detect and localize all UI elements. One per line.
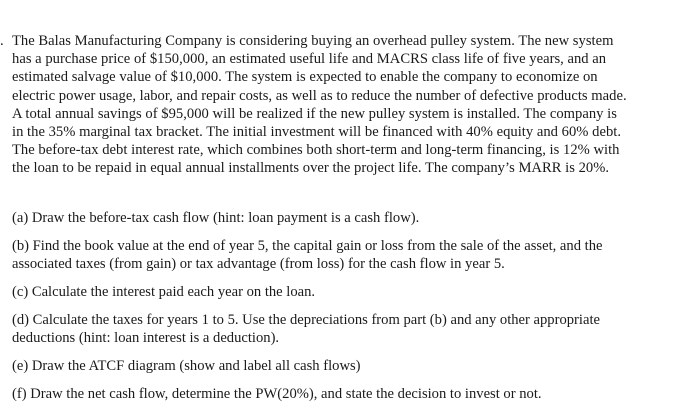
part-c: (c) Calculate the interest paid each year on the loan. (12, 284, 316, 300)
part-b: (b) Find the book value at the end of year 5, the capital gain or loss from the sale of the asset, and the associated taxes (from gain) or tax advantage (from loss) for the cash flow in year 5. (12, 238, 603, 273)
part-d: (d) Calculate the taxes for years 1 to 5. Use the depreciations from part (b) and any other appropriate deductions (hint: loan interest is a deduction). (12, 312, 600, 347)
part-a: (a) Draw the before-tax cash flow (hint: loan payment is a cash flow). (12, 210, 420, 226)
part-e: (e) Draw the ATCF diagram (show and label all cash flows) (12, 358, 361, 374)
problem-number-marker: . (0, 33, 4, 49)
problem-statement (0, 32, 630, 178)
part-f: (f) Draw the net cash flow, determine the PW(20%), and state the decision to invest or not. (12, 386, 542, 402)
problem-text: The Balas Manufacturing Company is considering buying an overhead pulley system. The new system has a purchase price of $150,000, an estimated useful life and MACRS class life of five years, and an estimated salvage value of $10,000. The system is expected to enable the company to economize on electric power usage, labor, and repair costs, as well as to reduce the number of defective products made. A total annual savings of $95,000 will be realized if the new pulley system is installed. The company is in the 35% marginal tax bracket. The initial investment will be financed with 40% equity and 60% debt. The before-tax debt interest rate, which combines both short-term and long-term financing, is 12% with the loan to be repaid in equal annual installments over the project life. The company’s MARR is 20%. (12, 33, 627, 177)
